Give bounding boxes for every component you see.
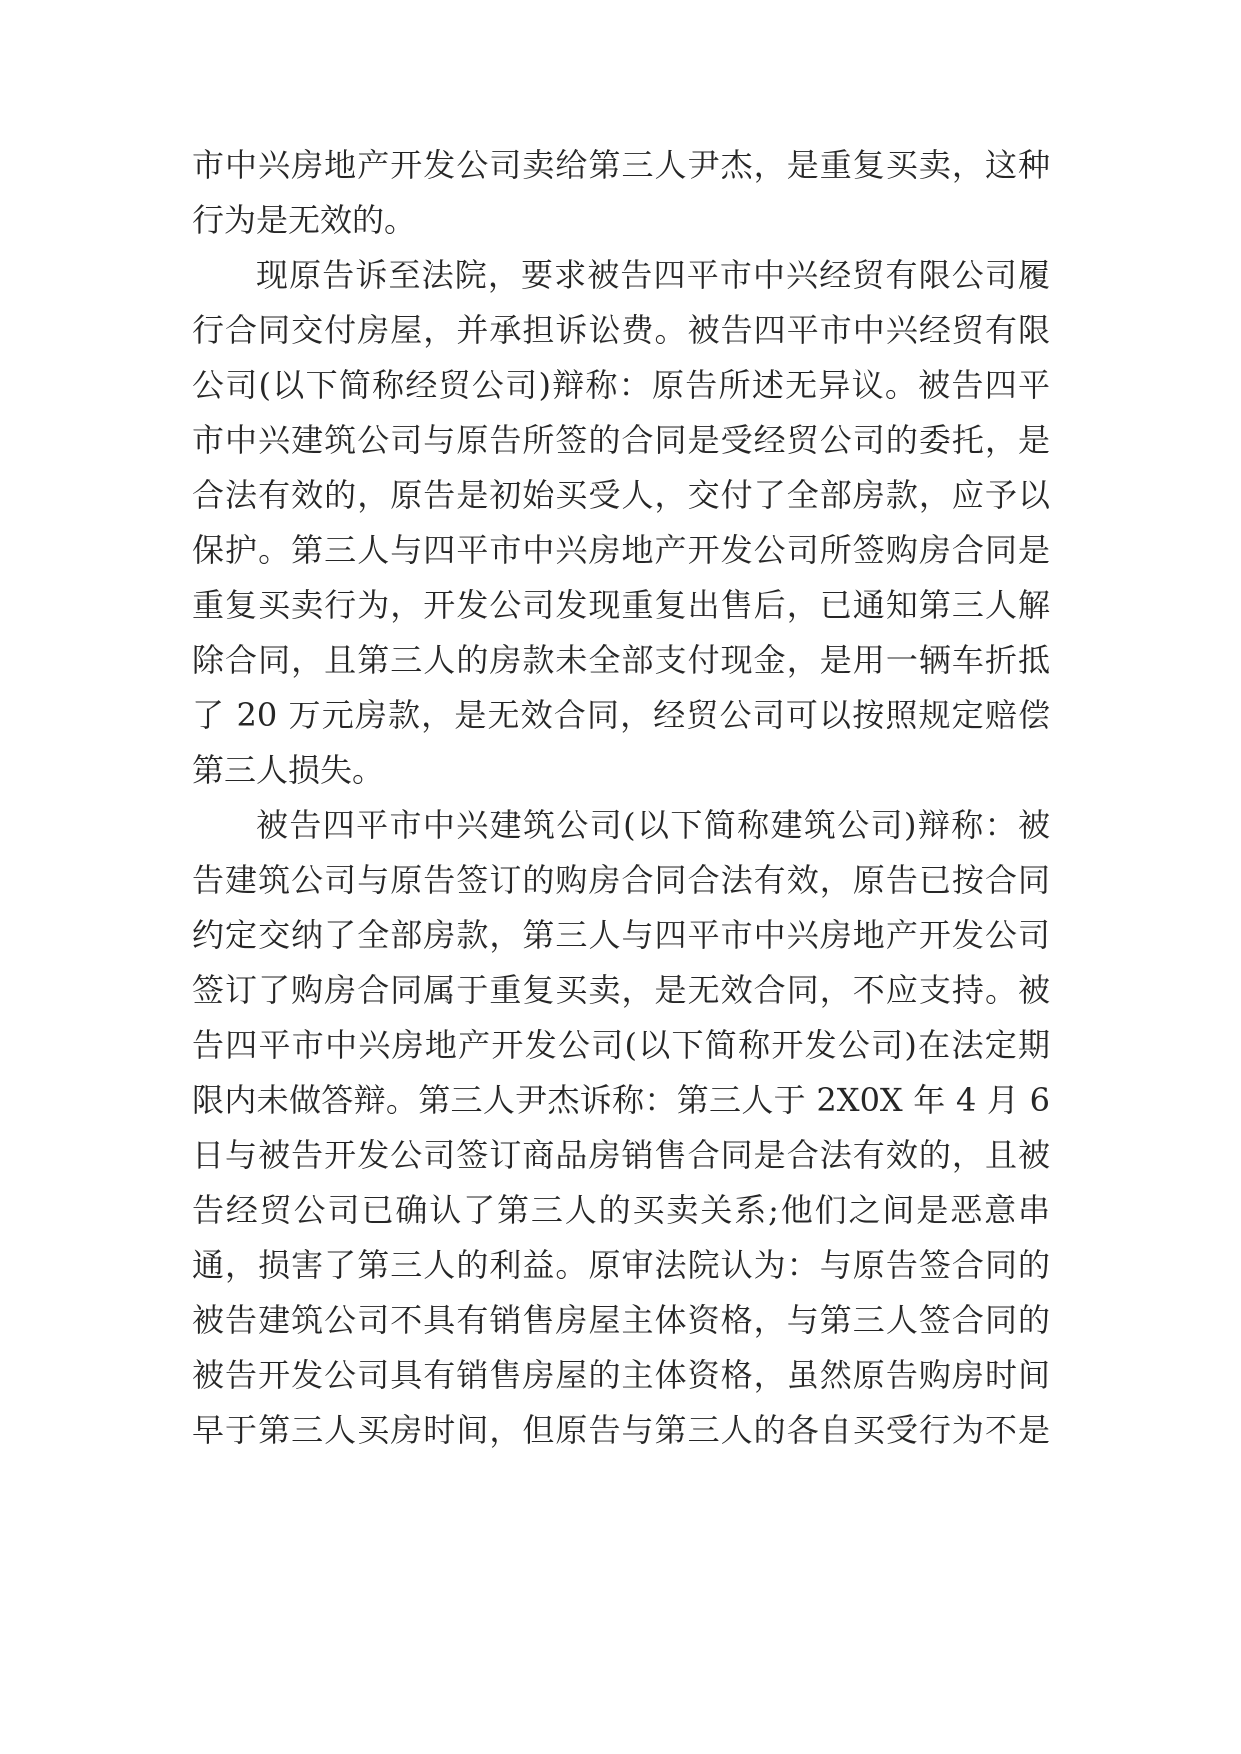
text-line: 第三人损失。 xyxy=(192,751,385,789)
text-line: 行合同交付房屋，并承担诉讼费。被告四平市中兴经贸有限 xyxy=(192,311,1050,349)
text-line: 告四平市中兴房地产开发公司(以下简称开发公司)在法定期 xyxy=(192,1026,1050,1064)
text-line: 早于第三人买房时间，但原告与第三人的各自买受行为不是 xyxy=(192,1411,1050,1449)
text-line: 行为是无效的。 xyxy=(192,201,417,239)
text-line: 被告开发公司具有销售房屋的主体资格，虽然原告购房时间 xyxy=(192,1356,1050,1394)
text-line: 除合同，且第三人的房款未全部支付现金，是用一辆车折抵 xyxy=(192,641,1050,679)
text-line: 被告四平市中兴建筑公司(以下简称建筑公司)辩称：被 xyxy=(256,806,1050,844)
text-line: 告经贸公司已确认了第三人的买卖关系;他们之间是恶意串 xyxy=(192,1191,1050,1229)
text-line: 告建筑公司与原告签订的购房合同合法有效，原告已按合同 xyxy=(192,861,1050,899)
text-line: 约定交纳了全部房款，第三人与四平市中兴房地产开发公司 xyxy=(192,916,1050,954)
text-line: 市中兴房地产开发公司卖给第三人尹杰，是重复买卖，这种 xyxy=(192,146,1050,184)
text-line: 市中兴建筑公司与原告所签的合同是受经贸公司的委托，是 xyxy=(192,421,1050,459)
text-line: 重复买卖行为，开发公司发现重复出售后，已通知第三人解 xyxy=(192,586,1050,624)
text-line: 限内未做答辩。第三人尹杰诉称：第三人于 2X0X 年 4 月 6 xyxy=(192,1081,1050,1119)
text-line: 公司(以下简称经贸公司)辩称：原告所述无异议。被告四平 xyxy=(192,366,1050,404)
text-line: 现原告诉至法院，要求被告四平市中兴经贸有限公司履 xyxy=(256,256,1050,294)
text-line: 通，损害了第三人的利益。原审法院认为：与原告签合同的 xyxy=(192,1246,1050,1284)
text-line: 了 20 万元房款，是无效合同，经贸公司可以按照规定赔偿 xyxy=(192,696,1050,734)
text-line: 日与被告开发公司签订商品房销售合同是合法有效的，且被 xyxy=(192,1136,1050,1174)
text-line: 保护。第三人与四平市中兴房地产开发公司所签购房合同是 xyxy=(192,531,1050,569)
text-line: 签订了购房合同属于重复买卖，是无效合同，不应支持。被 xyxy=(192,971,1050,1009)
text-line: 被告建筑公司不具有销售房屋主体资格，与第三人签合同的 xyxy=(192,1301,1050,1339)
text-line: 合法有效的，原告是初始买受人，交付了全部房款，应予以 xyxy=(192,476,1050,514)
